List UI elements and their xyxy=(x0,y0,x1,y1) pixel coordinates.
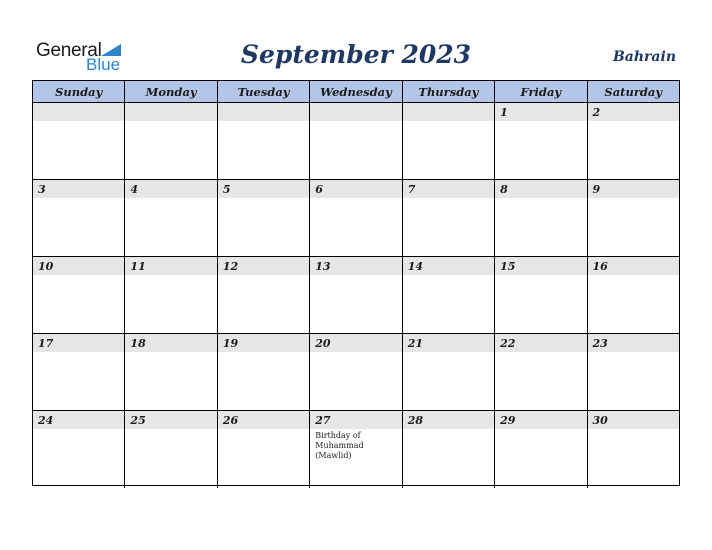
day-cell xyxy=(403,257,495,333)
day-number: 19 xyxy=(222,337,239,350)
day-cell xyxy=(403,411,495,488)
day-cell xyxy=(33,411,125,488)
day-cell xyxy=(495,257,587,333)
day-number: 6 xyxy=(315,183,323,196)
weekday-saturday: Saturday xyxy=(604,85,663,99)
day-number: 5 xyxy=(222,183,231,196)
day-cell xyxy=(33,334,125,410)
day-cell xyxy=(33,180,125,256)
day-number: 16 xyxy=(592,260,608,273)
calendar-title: September 2023 xyxy=(240,40,472,69)
day-cell xyxy=(495,103,587,179)
weekday-wednesday: Wednesday xyxy=(310,81,402,102)
day-cell xyxy=(33,257,125,333)
week-row xyxy=(33,334,679,411)
week-row xyxy=(33,411,679,488)
day-number: 7 xyxy=(407,183,416,196)
day-cell xyxy=(218,334,310,410)
day-number: 17 xyxy=(38,337,54,350)
day-cell xyxy=(588,411,679,488)
day-number: 26 xyxy=(222,414,239,427)
day-cell xyxy=(310,257,402,333)
day-cell xyxy=(218,257,310,333)
week-row xyxy=(33,257,679,334)
day-number: 10 xyxy=(38,260,54,273)
day-number: 3 xyxy=(38,183,46,196)
day-number: 2 xyxy=(592,106,601,119)
day-cell xyxy=(588,257,679,333)
day-cell xyxy=(218,103,310,179)
day-cell xyxy=(403,180,495,256)
calendar-grid xyxy=(32,80,680,486)
day-number: 12 xyxy=(222,260,239,273)
day-cell xyxy=(495,411,587,488)
day-cell xyxy=(125,411,217,488)
day-number: 18 xyxy=(130,337,146,350)
day-number: 29 xyxy=(500,414,516,427)
day-number: 25 xyxy=(130,414,146,427)
day-cell xyxy=(310,411,402,488)
day-cell xyxy=(125,180,217,256)
logo-text-general: General xyxy=(36,40,102,61)
day-cell xyxy=(588,334,679,410)
day-cell xyxy=(588,103,679,179)
day-number: 8 xyxy=(500,183,508,196)
country-label: Bahrain xyxy=(612,49,676,65)
day-cell xyxy=(218,411,310,488)
day-cell xyxy=(310,180,402,256)
week-row xyxy=(33,180,679,257)
day-cell xyxy=(403,334,495,410)
day-cell xyxy=(218,180,310,256)
day-number: 21 xyxy=(407,337,423,350)
day-cell xyxy=(125,257,217,333)
day-number: 30 xyxy=(592,414,608,427)
day-number: 13 xyxy=(315,260,331,273)
weekday-tuesday: Tuesday xyxy=(218,81,310,102)
day-number: 1 xyxy=(500,106,508,119)
day-cell xyxy=(125,103,217,179)
day-number: 14 xyxy=(407,260,423,273)
day-number: 23 xyxy=(592,337,608,350)
day-cell xyxy=(495,334,587,410)
day-number: 9 xyxy=(592,183,601,196)
day-cell xyxy=(33,103,125,179)
day-number: 27 xyxy=(315,414,331,427)
day-cell xyxy=(310,103,402,179)
day-number: 4 xyxy=(130,183,139,196)
day-number: 28 xyxy=(407,414,423,427)
day-cell xyxy=(403,103,495,179)
day-number: 20 xyxy=(315,337,331,350)
day-cell xyxy=(495,180,587,256)
weekday-thursday: Thursday xyxy=(403,81,495,102)
day-number: 15 xyxy=(500,260,516,273)
day-cell xyxy=(588,180,679,256)
holiday-note: Birthday of Muhammad (Mawlid) xyxy=(315,431,364,460)
weekday-header-row xyxy=(33,81,679,103)
weekday-monday: Monday xyxy=(125,81,217,102)
weekday-sunday: Sunday xyxy=(33,81,125,102)
day-number: 11 xyxy=(130,260,146,273)
week-row xyxy=(33,103,679,180)
day-cell xyxy=(310,334,402,410)
weekday-friday: Friday xyxy=(495,81,587,102)
day-number: 24 xyxy=(38,414,54,427)
day-cell xyxy=(125,334,217,410)
logo-text-blue: Blue xyxy=(86,55,121,74)
day-number: 22 xyxy=(500,337,516,350)
